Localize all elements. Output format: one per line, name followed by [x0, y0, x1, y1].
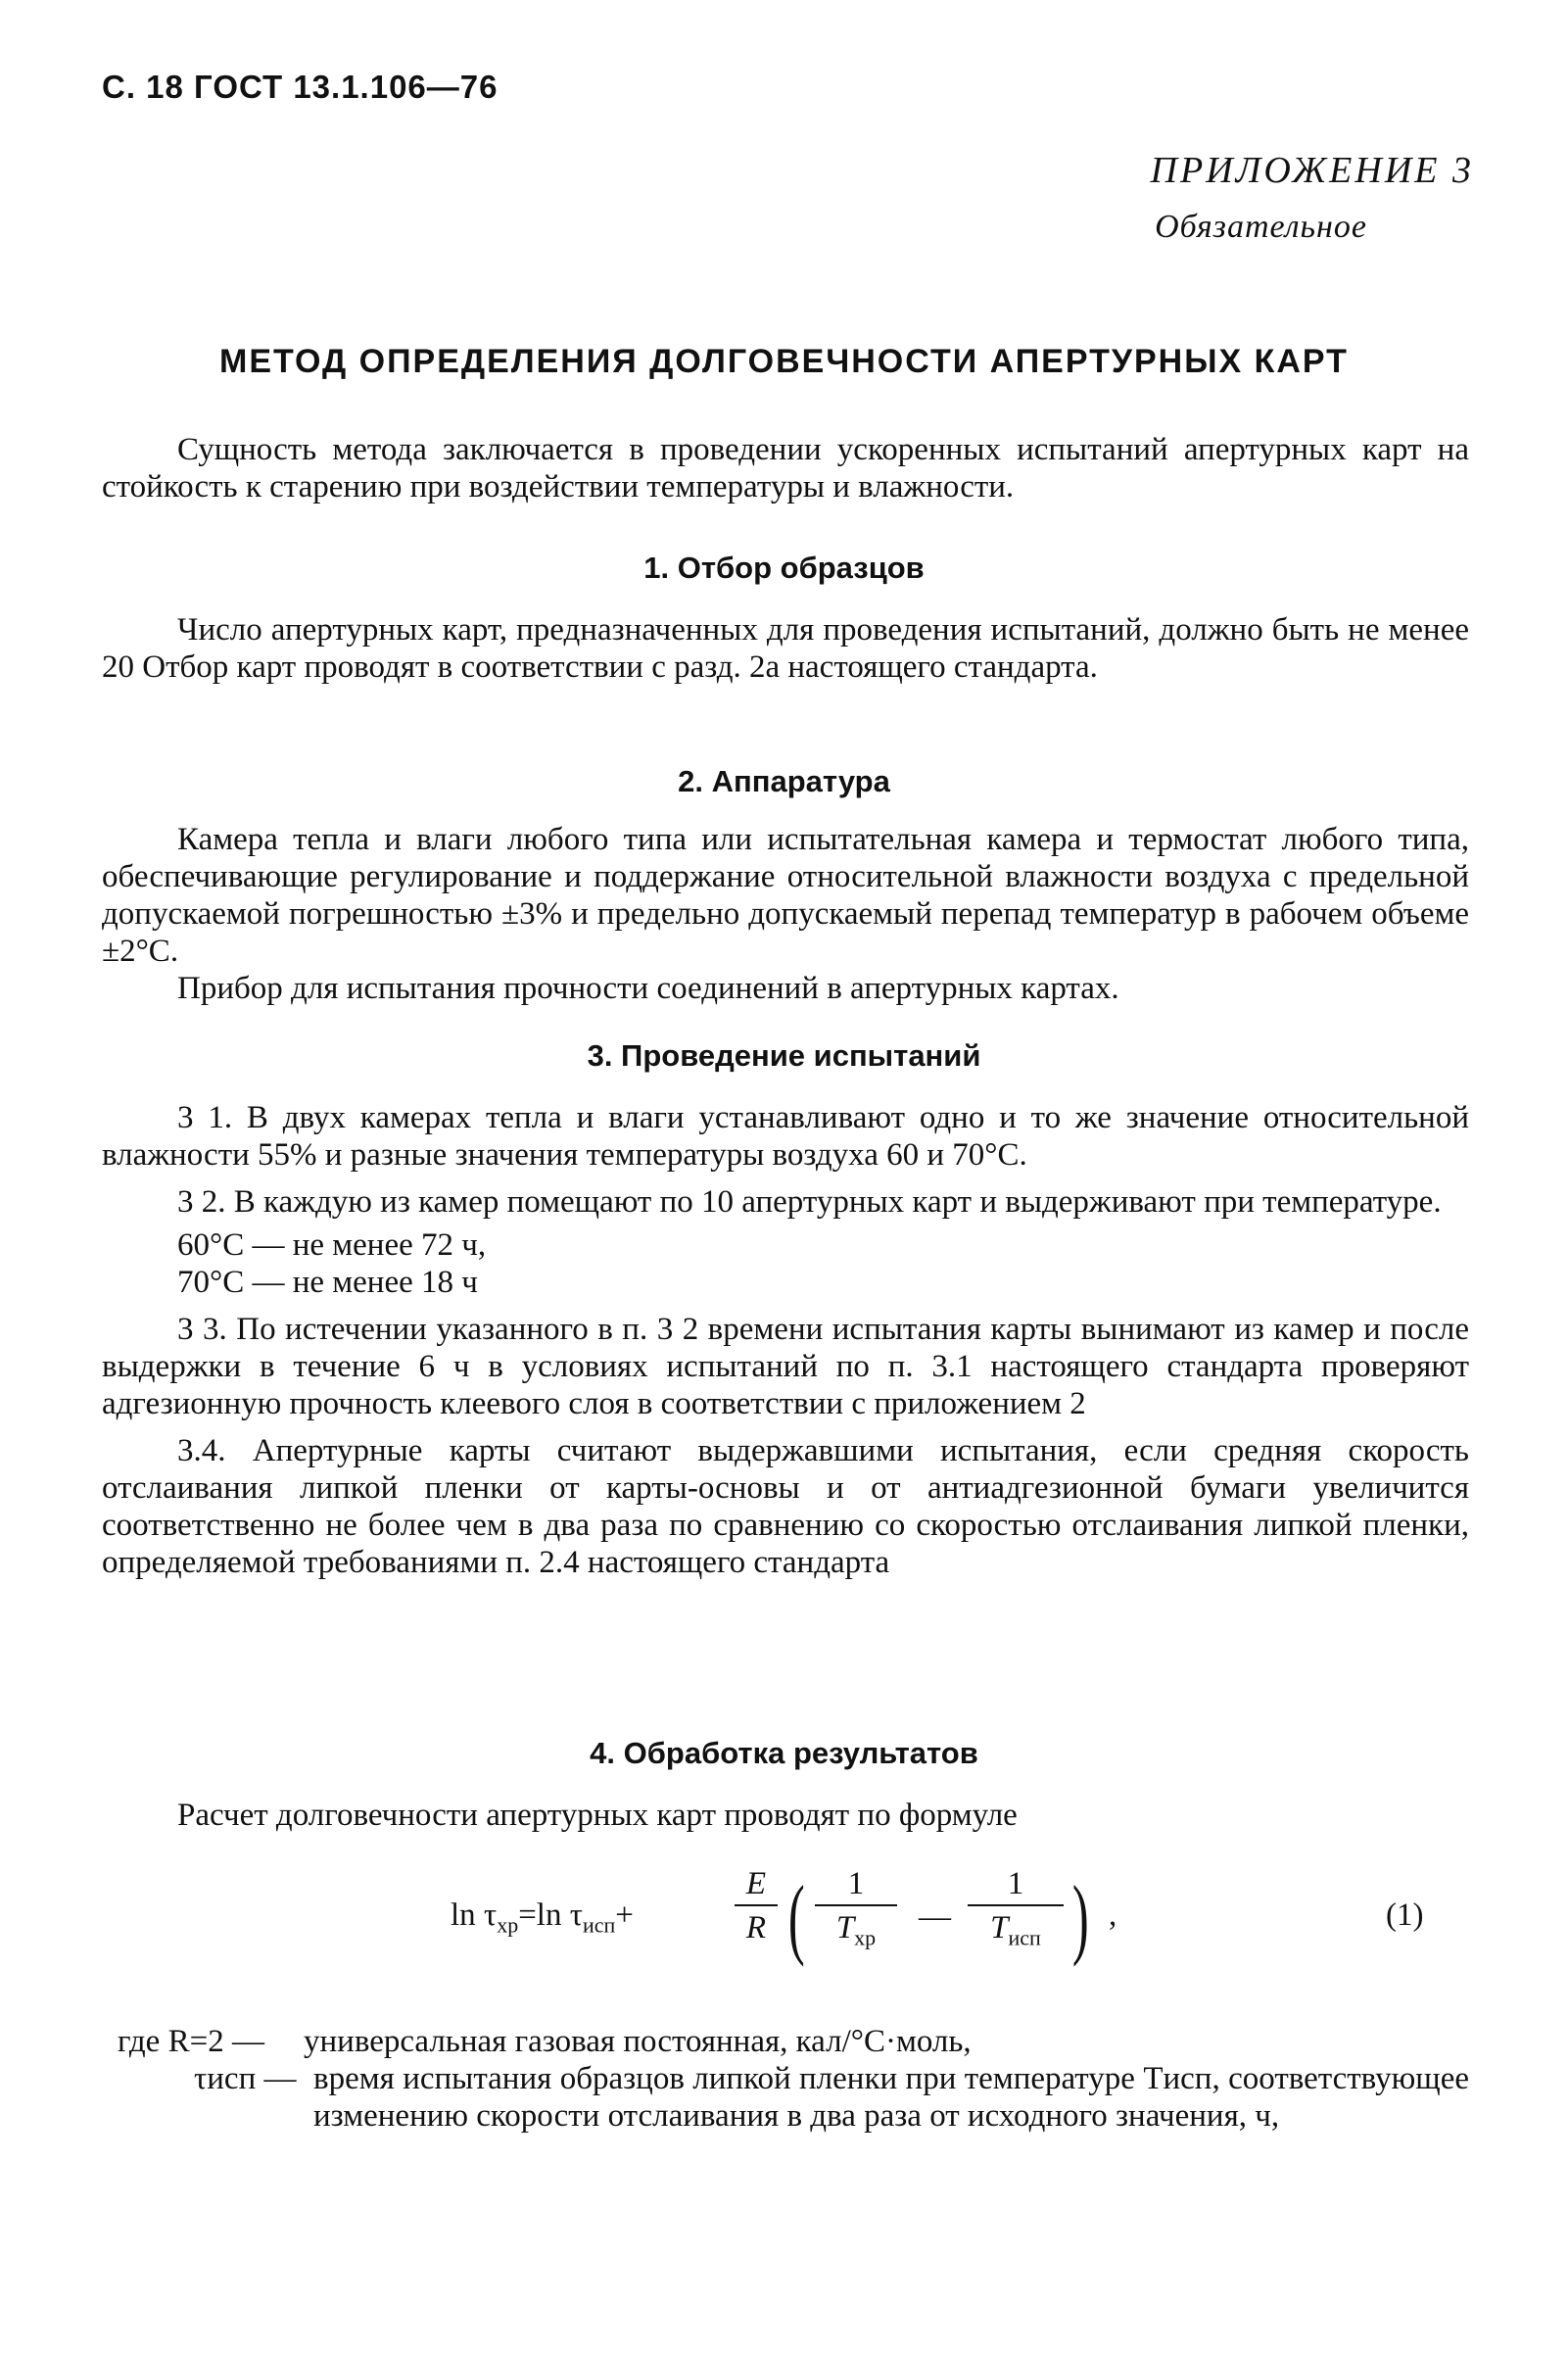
open-paren: (	[787, 1867, 805, 1967]
paragraph: Число апертурных карт, предназначенных для проведения испытаний, должно быть не менее 20 Отбор карт проводят в соответствии с разд. 2а настоящего стандарта.	[102, 612, 1469, 685]
paragraph: Прибор для испытания прочности соединений в апертурных картах.	[177, 971, 1119, 1006]
list-item: 70°С — не менее 18 ч	[177, 1265, 478, 1300]
page-header: С. 18 ГОСТ 13.1.106—76	[102, 69, 499, 105]
definition-term: τисп —	[194, 2061, 297, 2096]
list-item: 60°С — не менее 72 ч,	[177, 1227, 487, 1263]
formula	[451, 1866, 1195, 1974]
definition-text: время испытания образцов липкой пленки при температуре Tисп, соответствующее изменению скорости отслаивания в два раза от исходного значения, ч,	[313, 2061, 1469, 2134]
definitions	[118, 2023, 1469, 2135]
document-title: МЕТОД ОПРЕДЕЛЕНИЯ ДОЛГОВЕЧНОСТИ АПЕРТУРНЫХ КАРТ	[219, 343, 1349, 380]
definition-row	[118, 2060, 1469, 2135]
paragraph: 3 1. В двух камерах тепла и влаги устанавливают одно и то же значение относительной влажности 55% и разные значения температуры воздуха 60 и 70°С.	[102, 1100, 1469, 1173]
definition-row	[118, 2023, 1469, 2060]
fraction-1-over-tisp: 1 $T_{исп}$	[968, 1866, 1064, 1951]
appendix-label: ПРИЛОЖЕНИЕ 3	[1150, 150, 1474, 191]
section-3-body	[102, 1099, 1469, 1581]
section-heading: 3. Проведение испытаний	[587, 1038, 981, 1073]
intro-paragraph: Сущность метода заключается в проведении ускоренных испытаний апертурных карт на стойкость к старению при воздействии температуры и влажности.	[102, 432, 1469, 504]
definition-text: универсальная газовая постоянная, кал/°С·моль,	[304, 2024, 972, 2059]
formula-comma: ,	[1109, 1897, 1117, 1933]
section-1-body	[102, 611, 1469, 686]
paragraph: 3 2. В каждую из камер помещают по 10 апертурных карт и выдерживают при температуре.	[177, 1184, 1442, 1220]
section-2-body	[102, 821, 1469, 1007]
section-heading: 4. Обработка результатов	[590, 1736, 978, 1770]
fraction-e-over-r: $\frac{E}{R}$	[735, 1866, 778, 1946]
section-heading: 2. Аппаратура	[678, 764, 890, 798]
paragraph: 3.4. Апертурные карты считают выдержавшими испытания, если средняя скорость отслаивания липкой пленки от карты-основы и от антиадгезионной бумаги увеличится соответственно не более чем в два раза по сравнению со скоростью отслаивания липкой пленки, определяемой требованиями п. 2.4 настоящего стандарта	[102, 1433, 1469, 1580]
equation-number: (1)	[1386, 1897, 1424, 1933]
formula-lhs: $\ln \tau_{хр}=\ln$ $\tau_{исп}+$	[451, 1897, 634, 1938]
section-4-body	[102, 1797, 1469, 1834]
definition-term: где R=2 —	[118, 2024, 264, 2059]
section-heading: 1. Отбор образцов	[643, 551, 925, 585]
minus-sign: —	[919, 1899, 951, 1935]
fraction-1-over-txr: 1 $T_{хр}$	[815, 1866, 897, 1951]
appendix-status: Обязательное	[1155, 209, 1367, 245]
intro-block	[102, 431, 1469, 505]
close-paren: )	[1071, 1867, 1089, 1967]
paragraph: Камера тепла и влаги любого типа или испытательная камера и термостат любого типа, обеспечивающие регулирование и поддержание относительной влажности воздуха с предельной допускаемой погрешностью ±3% и предельно допускаемый перепад температур в рабочем объеме ±2°С.	[102, 822, 1469, 969]
paragraph: 3 3. По истечении указанного в п. 3 2 времени испытания карты вынимают из камер и после выдержки в течение 6 ч в условиях испытаний по п. 3.1 настоящего стандарта проверяют адгезионную прочность клеевого слоя в соответствии с приложением 2	[102, 1312, 1469, 1421]
paragraph: Расчет долговечности апертурных карт проводят по формуле	[177, 1798, 1018, 1833]
